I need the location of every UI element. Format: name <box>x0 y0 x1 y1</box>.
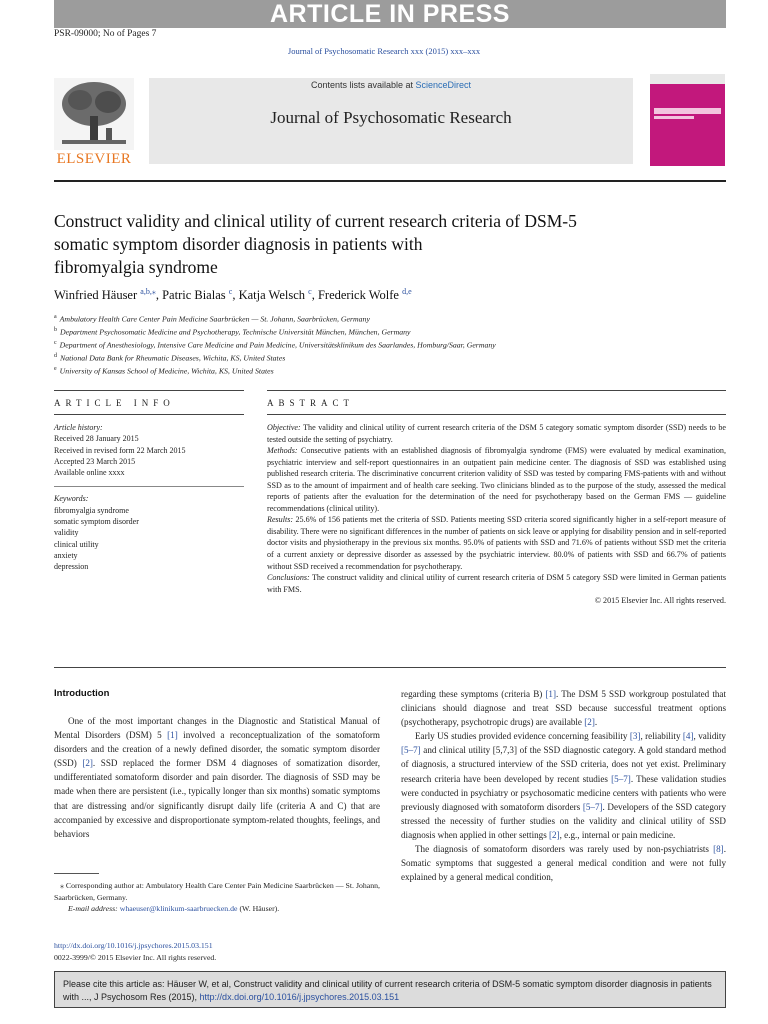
footnote <box>54 880 380 915</box>
citation-link[interactable]: [8] <box>713 844 724 855</box>
text-run: The diagnosis of somatoform disorders was rarely used by non-psychiatrists <box>415 844 714 855</box>
author-affiliation-marks[interactable]: c <box>308 287 312 296</box>
author-separator: , <box>155 288 163 303</box>
text-run: . <box>594 717 598 728</box>
abstract-label: Conclusions: <box>267 573 310 583</box>
abstract-objective <box>267 422 726 445</box>
abstract-label: Methods: <box>267 446 298 456</box>
abstract-text: The validity and clinical utility of current research criteria of the DSM 5 category somatic symptom disorder (SSD) needs to be tested outside the setting of psychiatry. <box>267 423 726 444</box>
abstract-text: 25.6% of 156 patients met the criteria of SSD. Patients meeting SSD criteria scored significantly higher in a self-report measure of disability. There were no significant differences in the number of patients on sick leave or applying for disability pension and in self-reported doctor visits and physiotherapy in the previous six months. 95.0% of patients with SSD and 71.6% of patients without SSD met the criteria of a current anxiety or depressive disorder as assessed by the psychiatric interview. 80.0% of patients with SSD and 66.7% of patients without SSD received a recommendation for psychotherapy. <box>267 515 726 571</box>
banner-text: ARTICLE IN PRESS <box>270 0 510 28</box>
text-run: Early US studies provided evidence concerning feasibility <box>415 731 630 742</box>
history-item: Received in revised form 22 March 2015 <box>54 445 186 455</box>
affiliation-mark: e <box>54 366 57 373</box>
contents-prefix: Contents lists available at <box>310 80 416 90</box>
text-run: . These validation studies were conducted in psychiatry or psychosomatic medicine centers with patients who were previously diagnosed with somatoform disorders <box>401 773 726 812</box>
author-affiliation-marks[interactable]: c <box>228 287 233 296</box>
header-divider <box>54 180 726 182</box>
affiliation-text: University of Kansas School of Medicine, Wichita, KS, United States <box>59 366 274 376</box>
citation-link[interactable]: [2] <box>82 758 93 769</box>
citation-box <box>54 971 726 1008</box>
affiliation-item <box>54 312 726 325</box>
paragraph <box>401 687 726 729</box>
abstract-body <box>267 422 726 607</box>
article-info <box>54 422 244 573</box>
abstract-methods <box>267 445 726 514</box>
keyword-item: depression <box>54 562 89 572</box>
keyword-item: validity <box>54 528 79 538</box>
affiliation-mark: b <box>54 327 57 334</box>
affiliation-item <box>54 338 726 351</box>
author-list <box>54 287 726 303</box>
journal-header <box>149 78 633 164</box>
citation-link[interactable]: [2] <box>584 717 595 728</box>
doi-link[interactable]: http://dx.doi.org/10.1016/j.jpsychores.2015.03.151 <box>54 941 213 950</box>
issn-line: 0022-3999/© 2015 Elsevier Inc. All rights reserved. <box>54 952 217 962</box>
text-run: , validity <box>693 731 726 742</box>
citation-link[interactable]: [1] <box>545 689 557 699</box>
citation-link[interactable]: [4] <box>682 731 694 742</box>
affiliation-text: Ambulatory Health Care Center Pain Medicine Saarbrücken — St. Johann, Saarbrücken, Germany <box>59 314 370 324</box>
citation-doi-link[interactable]: http://dx.doi.org/10.1016/j.jpsychores.2015.03.151 <box>199 991 400 1002</box>
document-id: PSR-09000; No of Pages 7 <box>54 29 157 39</box>
publisher-name: ELSEVIER <box>56 151 132 167</box>
history-item: Accepted 23 March 2015 <box>54 456 136 466</box>
keyword-item: anxiety <box>54 550 78 560</box>
affiliation-text: National Data Bank for Rheumatic Diseases, Wichita, KS, United States <box>60 353 286 363</box>
article-info-heading: ARTICLE INFO <box>54 398 175 408</box>
title-line: Construct validity and clinical utility of current research criteria of DSM-5 <box>54 211 577 231</box>
email-link[interactable]: whaeuser@klinikum-saarbruecken.de <box>119 904 238 913</box>
abstract-conclusions <box>267 572 726 595</box>
body-column-left <box>54 714 380 841</box>
sciencedirect-link[interactable]: ScienceDirect <box>415 80 472 90</box>
abstract-text: Consecutive patients with an established diagnosis of fibromyalgia syndrome (FMS) were evaluated by medical examination, psychiatric interview and self-report questionnaires in an outpatient pain medicine center. The diagnosis of SSD was established using published research criteria. The discriminative concurrent criterion validity of SSD was tested by comparing FMS-patients with and without SSD as to the amount of impairment and of health care seeking. Two clinicians blinded as to the purpose of the study, assessed the medical reports of patients after the evaluation for the determination of the need for psychotherapy based on the German FMS — guideline recommendations (clinical utility). <box>267 446 726 513</box>
text-run: One of the most important changes in the Diagnostic and Statistical Manual of Mental Disorders (DSM) 5 <box>54 716 380 741</box>
footnote-divider <box>54 873 99 874</box>
email-suffix: (W. Häuser). <box>237 904 280 913</box>
keyword-item: clinical utility <box>54 539 99 549</box>
affiliation-text: Department Psychosomatic Medicine and Psychotherapy, Technische Universität München, München, Germany <box>60 327 411 337</box>
affiliation-item <box>54 364 726 377</box>
citation-link[interactable]: [3] <box>629 731 641 742</box>
text-run: , e.g., internal or pain medicine. <box>559 829 676 840</box>
divider <box>54 667 726 668</box>
affiliation-item <box>54 325 726 338</box>
author-name: Patric Bialas <box>162 288 226 303</box>
paragraph <box>401 842 726 884</box>
abstract-label: Objective: <box>267 423 301 432</box>
email-line <box>54 903 380 915</box>
divider <box>54 414 244 415</box>
elsevier-logo <box>54 78 134 168</box>
paragraph <box>401 729 726 842</box>
affiliation-list <box>54 312 726 377</box>
affiliation-mark: a <box>54 314 57 320</box>
history-item: Available online xxxx <box>54 468 125 478</box>
text-run: . SSD replaced the former DSM 4 diagnoses of somatization disorder, undifferentiated somatoform disorder and pain disorder. The diagnosis of SSD may be made when there are persistent (i.e., typically longer than six months) somatic symptoms that are distressing and/or significantly disrupt daily life (criteria A and C) that are accompanied by excessive and disproportionate symptom-related thoughts, feelings, and behaviors <box>54 758 380 839</box>
text-run: involved a reconceptualization of the somatoform disorders and the creation of a newly defined disorder, the somatic symptom disorder (SSD) <box>54 730 380 769</box>
citation-link[interactable]: [1] <box>167 730 178 741</box>
abstract-results <box>267 514 726 572</box>
text-run: regarding these symptoms (criteria B) <box>401 689 546 699</box>
body-column-right <box>401 687 726 884</box>
history-item: Received 28 January 2015 <box>54 434 139 444</box>
keyword-item: somatic symptom disorder <box>54 517 139 527</box>
title-line: somatic symptom disorder diagnosis in patients with <box>54 234 423 254</box>
divider <box>267 390 726 391</box>
text-run: . The DSM 5 SSD workgroup postulated that clinicians should diagnose and treat SSD because successful treatment options (psychotherapy, psychotropic drugs) are available <box>401 689 726 728</box>
text-run: , reliability <box>640 731 683 742</box>
journal-reference-link[interactable]: Journal of Psychosomatic Research xxx (2015) xxx–xxx <box>287 46 481 56</box>
introduction-heading: Introduction <box>54 688 110 699</box>
affiliation-item <box>54 351 726 364</box>
text-run: and clinical utility [5,7,3] of the SSD diagnostic category. A gold standard method of diagnosis, a structured interview of the SSD criteria, does not yet exist. Preliminary research criteria have been developed by recent studies <box>401 745 726 784</box>
abstract-heading: ABSTRACT <box>267 398 355 408</box>
citation-link[interactable]: [2] <box>549 829 560 840</box>
author-affiliation-marks[interactable]: a,b,⁎ <box>140 287 156 296</box>
keyword-item: fibromyalgia syndrome <box>54 505 129 515</box>
abstract-text: The construct validity and clinical utility of current research criteria of DSM 5 category SSD were limited in German patients with FMS. <box>267 573 726 594</box>
paragraph <box>54 714 380 841</box>
history-label: Article history: <box>54 423 103 432</box>
citation-link[interactable]: [5–7] <box>401 745 421 756</box>
divider <box>54 390 244 391</box>
text-run: . Somatic symptoms that suggested a general medical condition and were not fully explained by a general medical condition, <box>401 844 726 883</box>
keywords-label: Keywords: <box>54 494 89 504</box>
author-name: Winfried Häuser <box>54 288 138 303</box>
affiliation-text: Department of Anesthesiology, Intensive Care Medicine and Pain Medicine, Universitätsklinikum des Saarlandes, Homburg/Saar, Germany <box>59 340 496 350</box>
author-name: Frederick Wolfe <box>317 288 399 303</box>
author-separator: , <box>311 288 318 303</box>
author-separator: , <box>232 288 239 303</box>
abstract-label: Results: <box>267 515 294 525</box>
author-affiliation-marks[interactable]: d,e <box>402 287 412 296</box>
email-label: E-mail address: <box>68 904 120 913</box>
doi-block <box>54 940 216 963</box>
article-title <box>54 210 684 279</box>
contents-line <box>149 80 633 90</box>
title-line: fibromyalgia syndrome <box>54 257 218 277</box>
affiliation-mark: c <box>54 340 57 347</box>
journal-cover-image <box>650 74 725 166</box>
journal-title: Journal of Psychosomatic Research <box>270 108 512 127</box>
text-run: . Developers of the SSD category stressed the necessity of further studies on the validity and clinical utility of SSD diagnosis when applied in other settings <box>401 801 726 840</box>
author-name: Katja Welsch <box>238 288 306 303</box>
divider <box>267 414 726 415</box>
article-in-press-banner <box>54 0 726 28</box>
abstract-copyright: © 2015 Elsevier Inc. All rights reserved. <box>594 596 726 606</box>
corresponding-author-note: ⁎ Corresponding author at: Ambulatory Health Care Center Pain Medicine Saarbrücken — St. Johann, Saarbrücken, Germany. <box>54 881 380 902</box>
affiliation-mark: d <box>54 353 57 360</box>
citation-link[interactable]: [5–7] <box>611 773 631 784</box>
citation-link[interactable]: [5–7] <box>582 801 603 812</box>
citation-text: Please cite this article as: Häuser W, et al, Construct validity and clinical utility of current research criteria of DSM-5 somatic symptom disorder diagnosis in patients with ..., J Psychosom Res (2015), <box>63 979 712 1002</box>
